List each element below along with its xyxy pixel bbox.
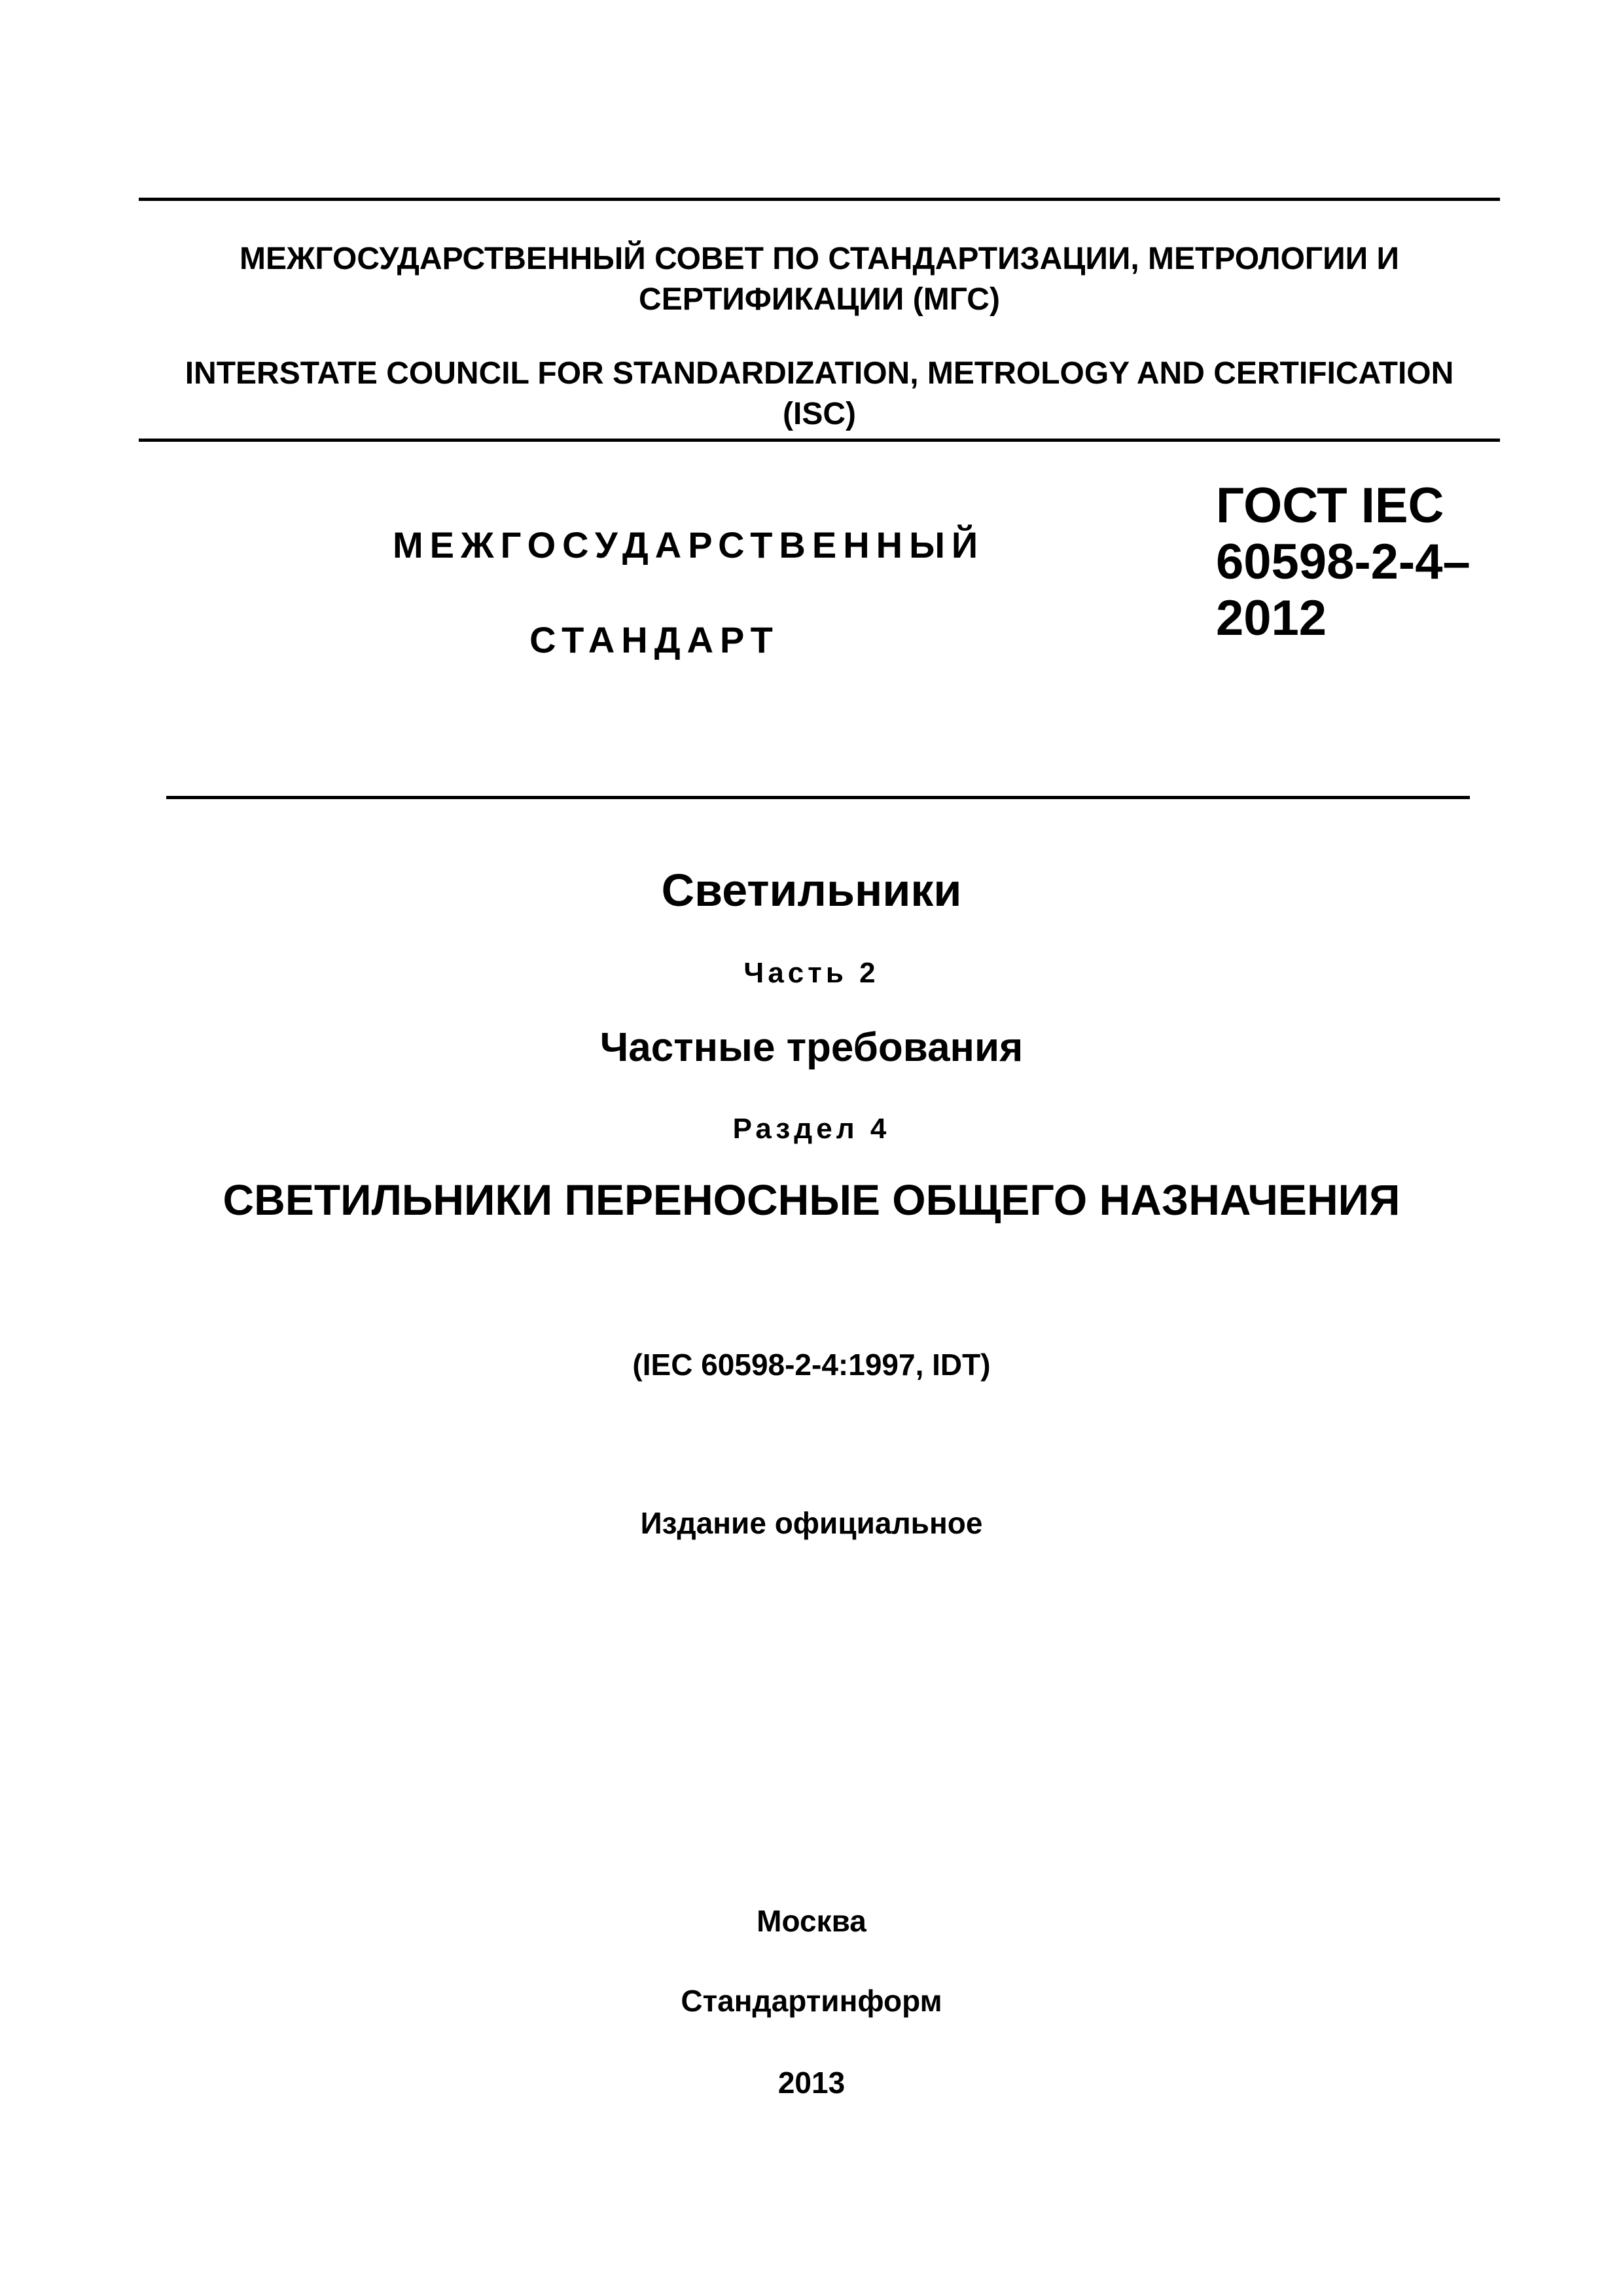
imprint-city: Москва	[757, 1904, 866, 1938]
imprint-year: 2013	[777, 2066, 846, 2100]
council-name-en-line1: INTERSTATE COUNCIL FOR STANDARDIZATION, METROLOGY AND CERTIFICATION	[185, 356, 1454, 391]
section-title: СВЕТИЛЬНИКИ ПЕРЕНОСНЫЕ ОБЩЕГО НАЗНАЧЕНИЯ	[223, 1175, 1400, 1224]
standard-type-word1: МЕЖГОСУДАРСТВЕННЫЙ	[393, 524, 985, 565]
top-rule	[139, 198, 1500, 201]
designation-line3: 2012	[1216, 590, 1327, 646]
council-name-ru	[139, 239, 1500, 320]
document-title: Светильники	[661, 865, 962, 916]
council-name-ru-line2: СЕРТИФИКАЦИИ (МГС)	[639, 282, 1000, 317]
part-title: Частные требования	[599, 1025, 1024, 1070]
part-label: Часть 2	[743, 957, 880, 989]
council-name-en	[139, 353, 1500, 435]
designation-line2: 60598-2-4–	[1216, 534, 1471, 590]
title-top-rule	[166, 796, 1470, 799]
standard-designation	[1216, 478, 1471, 647]
designation-line1: ГОСТ IEC	[1216, 478, 1444, 533]
imprint-publisher: Стандартинформ	[681, 1984, 942, 2018]
header-bottom-rule	[139, 439, 1500, 442]
council-name-en-line2: (ISC)	[783, 397, 856, 431]
edition-note: Издание официальное	[640, 1506, 983, 1540]
section-label: Раздел 4	[732, 1113, 891, 1145]
standard-type-word2: СТАНДАРТ	[529, 619, 779, 660]
council-name-ru-line1: МЕЖГОСУДАРСТВЕННЫЙ СОВЕТ ПО СТАНДАРТИЗАЦИИ, МЕТРОЛОГИИ И	[240, 242, 1399, 276]
iec-reference: (IEC 60598-2-4:1997, IDT)	[632, 1348, 991, 1382]
